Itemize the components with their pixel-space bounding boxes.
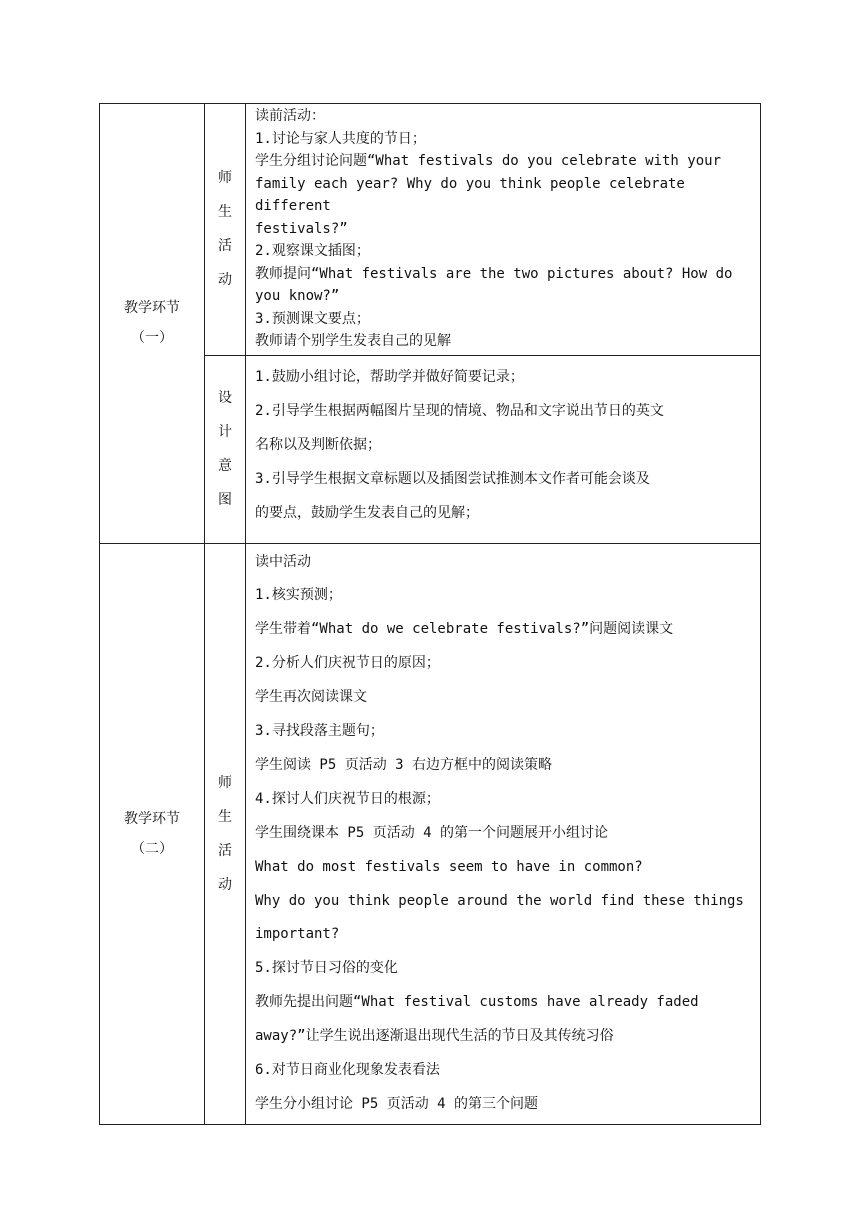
content-line: What do most festivals seem to have in common? bbox=[255, 858, 643, 875]
stage-cell-1 bbox=[100, 104, 205, 544]
content-line: 2.观察课文插图； bbox=[255, 243, 370, 259]
role-char: 活 bbox=[218, 842, 232, 859]
content-line: 学生分组讨论问题“What festivals do you celebrate with your bbox=[255, 153, 722, 169]
content-line: family each year? Why do you think people celebrate different bbox=[255, 175, 694, 214]
content-line: 3.预测课文要点； bbox=[255, 310, 370, 327]
role-char: 生 bbox=[218, 204, 232, 221]
content-line: Why do you think people around the world find these things bbox=[255, 892, 744, 909]
content-line: 3.引导学生根据文章标题以及插图尝试推测本文作者可能会谈及 bbox=[255, 470, 650, 487]
content-line: 6.对节日商业化现象发表看法 bbox=[255, 1062, 440, 1079]
content-line: 学生阅读 P5 页活动 3 右边方框中的阅读策略 bbox=[255, 756, 552, 773]
row-stage1-activity bbox=[100, 104, 761, 356]
content-line: 1.讨论与家人共度的节日； bbox=[255, 130, 426, 147]
content-line: 教师提问“What festivals are the two pictures about? How do bbox=[255, 265, 733, 282]
content-line: you know?” bbox=[255, 288, 340, 304]
role-cell-activity-2 bbox=[205, 543, 246, 1124]
role-char: 生 bbox=[218, 808, 232, 825]
role-char: 活 bbox=[218, 238, 232, 255]
stage-label: 教学环节 bbox=[124, 300, 180, 317]
content-line: 学生再次阅读课文 bbox=[255, 689, 367, 706]
content-line: 名称以及判断依据； bbox=[255, 436, 381, 453]
role-char: 计 bbox=[218, 424, 232, 440]
role-char: 师 bbox=[218, 774, 232, 791]
content-line: 教师先提出问题“What festival customs have already faded bbox=[255, 994, 699, 1011]
content-line: 2.引导学生根据两幅图片呈现的情境、物品和文字说出节日的英文 bbox=[255, 402, 664, 419]
content-line: 5.探讨节日习俗的变化 bbox=[255, 960, 398, 977]
content-line: 4.探讨人们庆祝节日的根源； bbox=[255, 790, 440, 807]
role-cell-intent-1 bbox=[205, 355, 246, 543]
content-line: away?”让学生说出逐渐退出现代生活的节日及其传统习俗 bbox=[255, 1028, 614, 1045]
role-char: 师 bbox=[218, 170, 232, 187]
content-line: 1.鼓励小组讨论，帮助学并做好简要记录； bbox=[255, 368, 524, 385]
content-line: 2.分析人们庆祝节日的原因； bbox=[255, 655, 440, 672]
lesson-plan-table bbox=[99, 103, 761, 1125]
content-line: 3.寻找段落主题句； bbox=[255, 723, 384, 740]
stage-cell-2 bbox=[100, 543, 205, 1124]
stage-number: （二） bbox=[131, 840, 173, 857]
role-char: 动 bbox=[218, 272, 232, 289]
row-stage2-activity bbox=[100, 543, 761, 1124]
content-line: festivals?” bbox=[255, 220, 348, 237]
content-line: 教师请个别学生发表自己的见解 bbox=[255, 333, 451, 349]
content-line: 学生围绕课本 P5 页活动 4 的第一个问题展开小组讨论 bbox=[255, 824, 608, 841]
stage-number: （一） bbox=[131, 330, 173, 347]
content-line: 1.核实预测； bbox=[255, 587, 342, 604]
role-char: 意 bbox=[218, 458, 232, 474]
content-line: 学生分小组讨论 P5 页活动 4 的第三个问题 bbox=[255, 1096, 538, 1112]
content-line: 学生带着“What do we celebrate festivals?”问题阅读课文 bbox=[255, 621, 674, 638]
activity-content-1 bbox=[246, 104, 761, 356]
role-cell-activity-1 bbox=[205, 104, 246, 356]
role-char: 设 bbox=[218, 390, 232, 406]
content-line: important? bbox=[255, 926, 340, 943]
role-char: 图 bbox=[218, 492, 232, 508]
content-line: 读中活动 bbox=[255, 553, 311, 570]
content-line: 读前活动： bbox=[255, 108, 325, 124]
role-char: 动 bbox=[218, 876, 232, 893]
stage-label: 教学环节 bbox=[124, 810, 180, 827]
content-line: 的要点，鼓励学生发表自己的见解； bbox=[255, 504, 479, 521]
intent-content-1 bbox=[246, 355, 761, 543]
activity-content-2 bbox=[246, 543, 761, 1124]
